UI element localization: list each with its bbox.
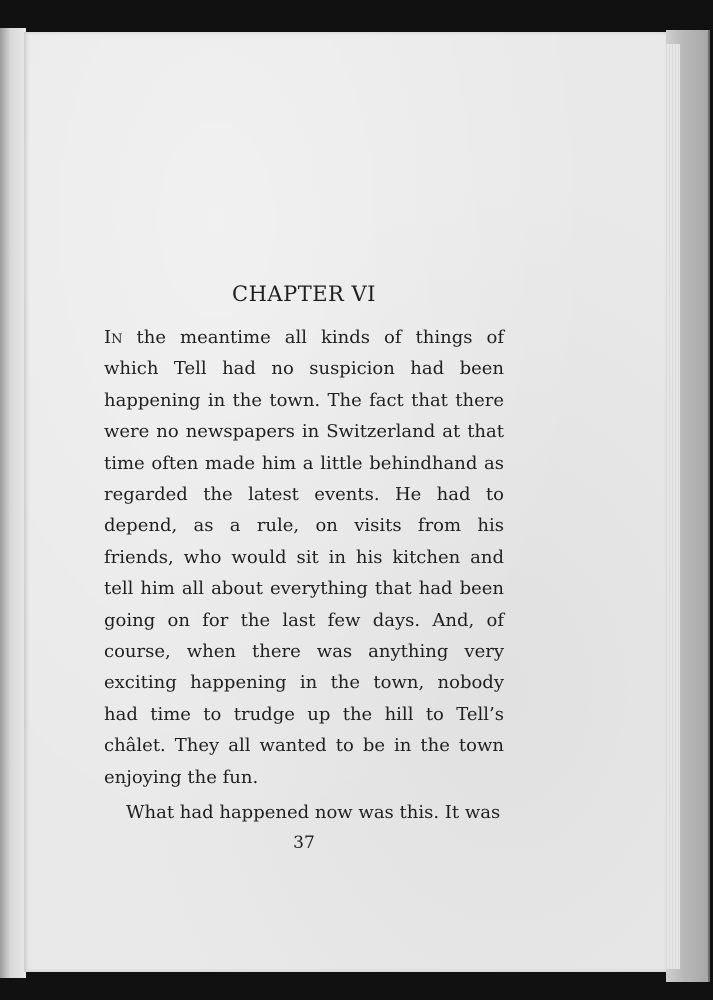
- paragraph-2: What had happened now was this. It was: [126, 802, 501, 824]
- page-text-block: [104, 282, 504, 853]
- paragraph-1-lead-word: In: [104, 327, 123, 348]
- paragraph-1: [104, 322, 504, 793]
- paragraph-1-text: the meantime all kinds of things of which Tell had no suspicion had been happening in the town. The fact that there were no newspapers in Switzerland at that time often made him a little behindhand as regarded the latest events. He had to depend, as a rule, on visits from his friends, who would sit in his kitchen and tell him all about everything that had been going on for the last few days. And, of course, when there was anything very exciting happening in the town, nobody had time to trudge up the hill to Tell’s châlet. They all wanted to be in the town enjoying the fun.: [104, 327, 504, 788]
- left-page-edge: [0, 28, 26, 978]
- book-page: [24, 32, 666, 972]
- chapter-heading: CHAPTER VI: [232, 282, 376, 306]
- page-stack-edge: [664, 44, 680, 969]
- page-number: 37: [293, 832, 315, 853]
